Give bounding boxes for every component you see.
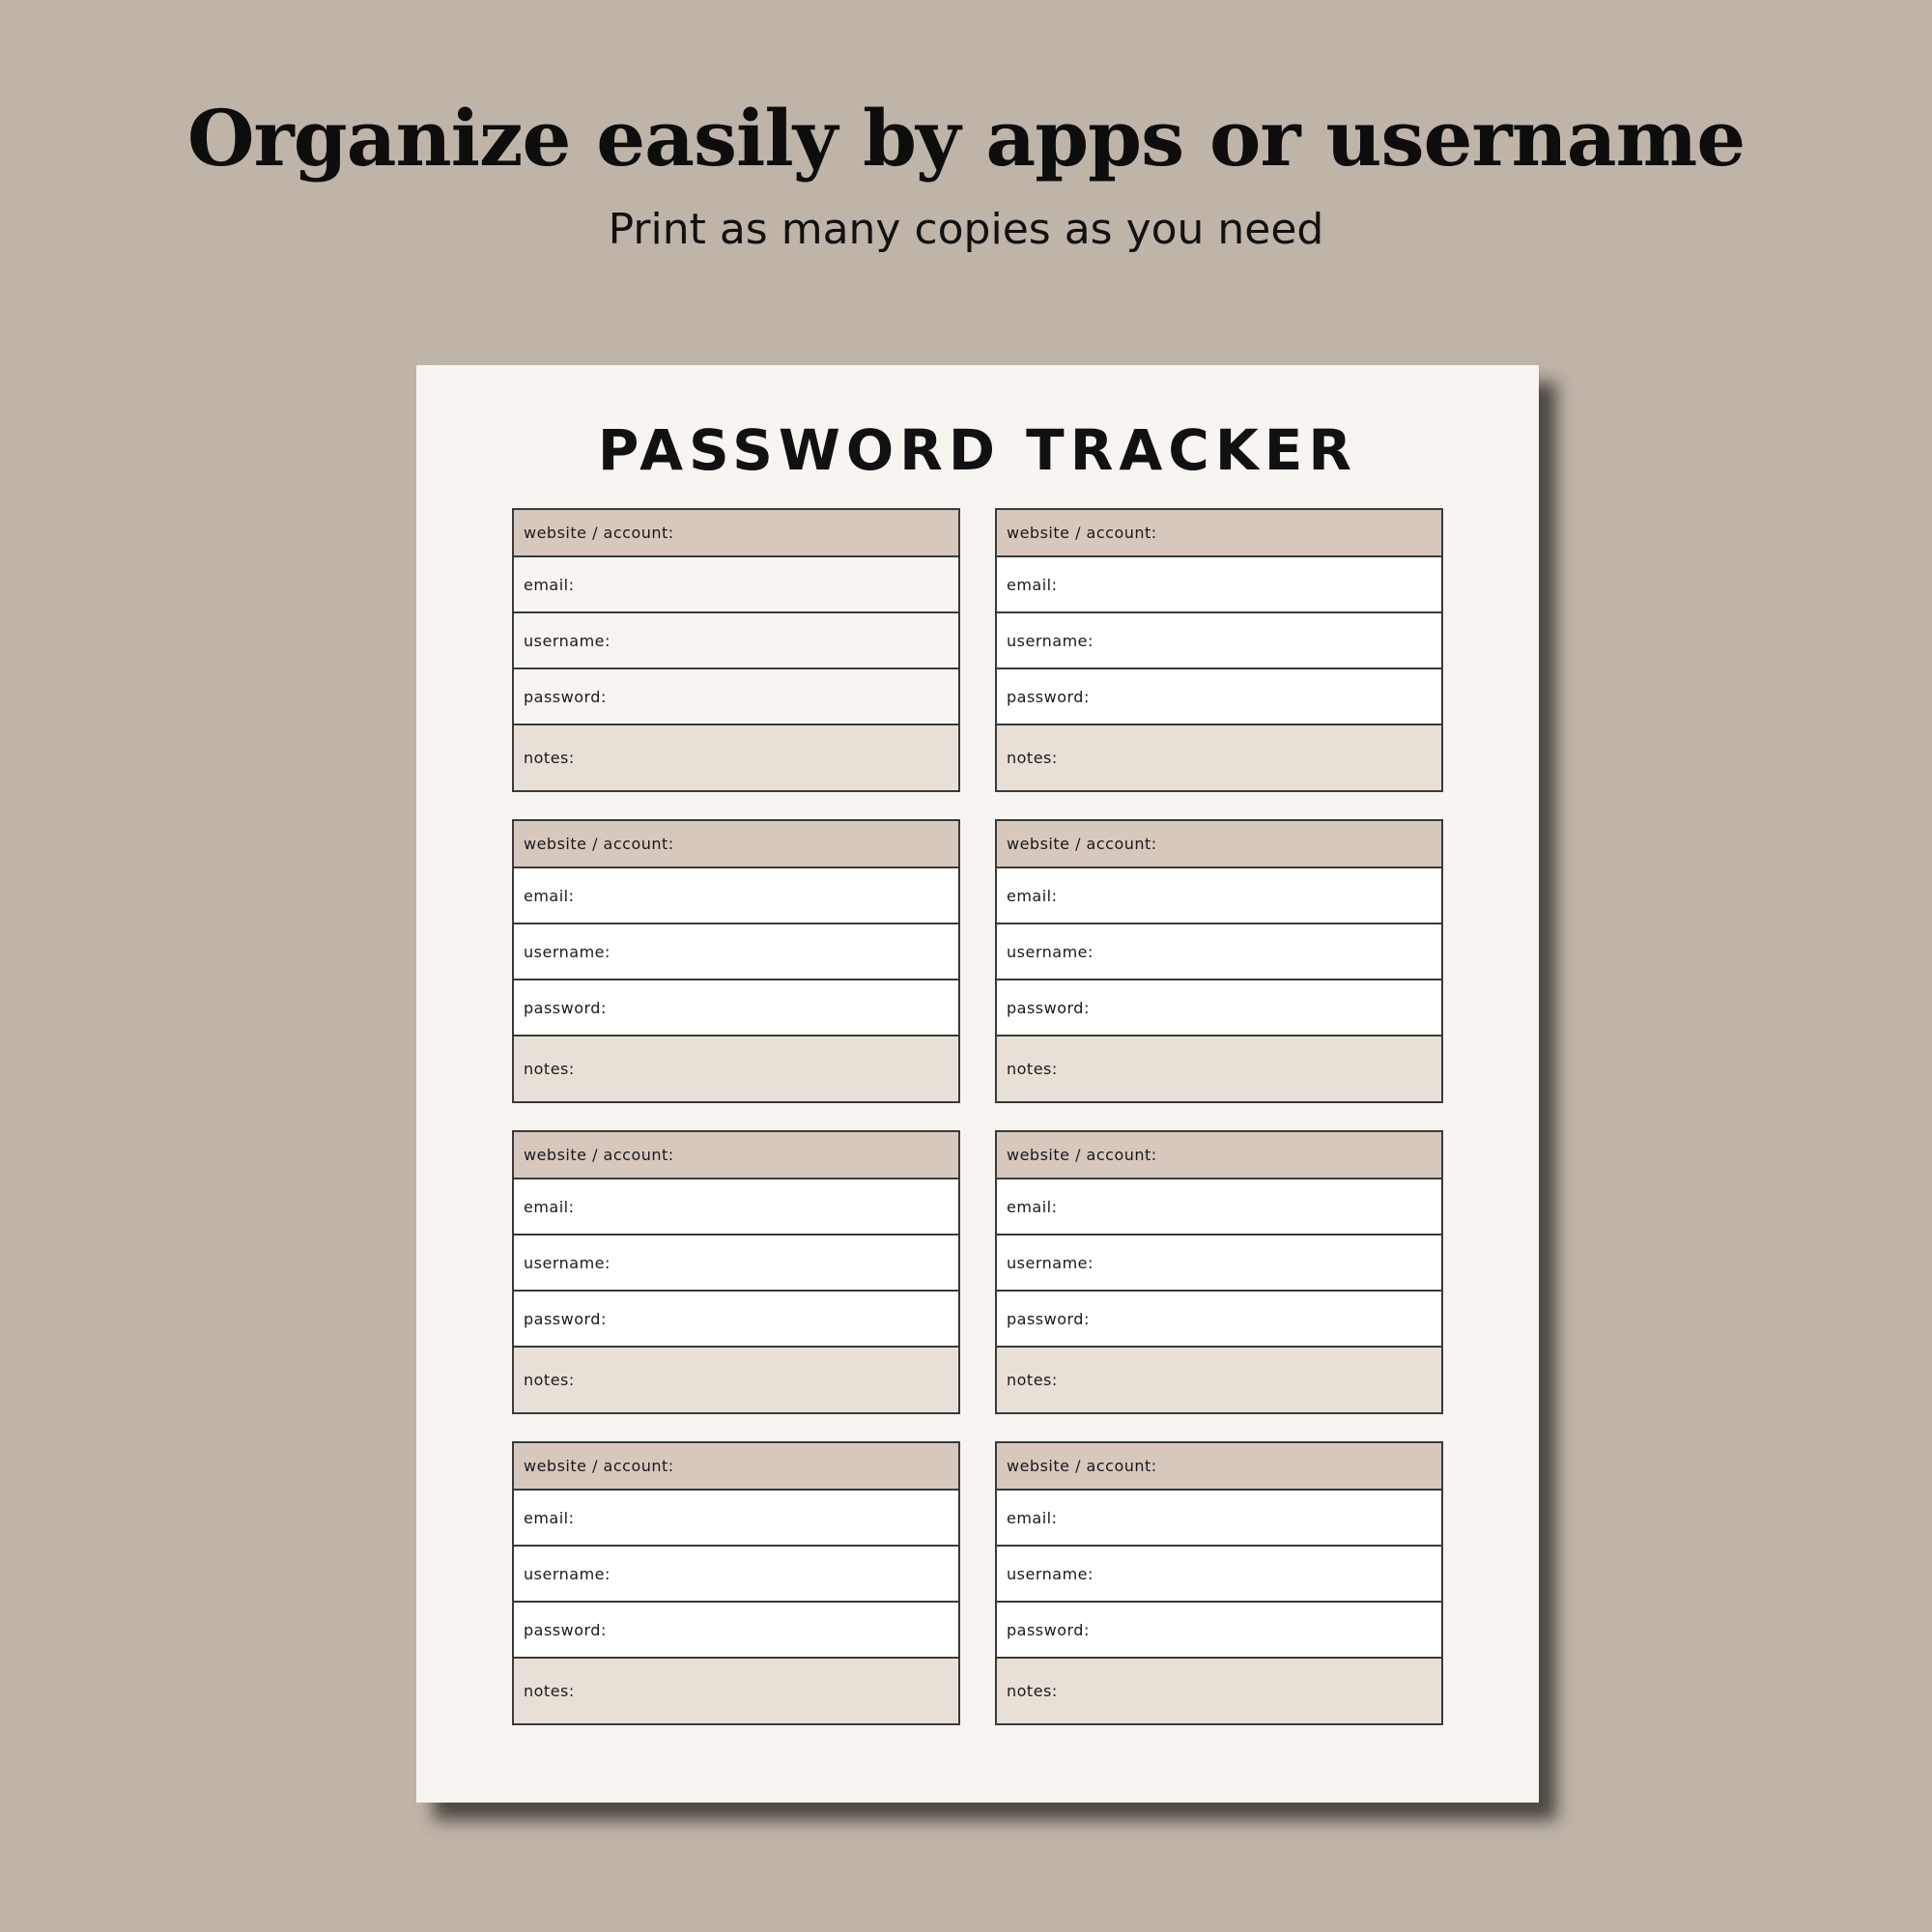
account-card-6 (995, 1130, 1443, 1414)
account-card-5 (512, 1130, 960, 1414)
email-field[interactable]: email: (997, 1179, 1441, 1236)
email-field[interactable]: email: (997, 868, 1441, 924)
email-field[interactable]: email: (997, 1491, 1441, 1547)
username-field[interactable]: username: (997, 1236, 1441, 1292)
account-field[interactable]: website / account: (997, 1443, 1441, 1491)
email-field[interactable]: email: (514, 868, 958, 924)
account-card-3 (512, 819, 960, 1103)
username-field[interactable]: username: (997, 924, 1441, 980)
username-field[interactable]: username: (514, 1547, 958, 1603)
email-field[interactable]: email: (514, 1491, 958, 1547)
username-field[interactable]: username: (997, 613, 1441, 669)
password-tracker-sheet (416, 365, 1539, 1803)
notes-field[interactable]: notes: (514, 725, 958, 790)
account-card-4 (995, 819, 1443, 1103)
password-field[interactable]: password: (997, 1292, 1441, 1348)
tracker-grid (512, 508, 1443, 1725)
password-field[interactable]: password: (514, 980, 958, 1037)
headline: Organize easily by apps or username (186, 93, 1746, 184)
password-field[interactable]: password: (997, 980, 1441, 1037)
sheet-title: PASSWORD TRACKER (597, 417, 1358, 483)
notes-field[interactable]: notes: (514, 1037, 958, 1101)
account-card-8 (995, 1441, 1443, 1725)
notes-field[interactable]: notes: (997, 1659, 1441, 1723)
notes-field[interactable]: notes: (997, 725, 1441, 790)
username-field[interactable]: username: (997, 1547, 1441, 1603)
account-field[interactable]: website / account: (997, 821, 1441, 868)
account-field[interactable]: website / account: (514, 821, 958, 868)
account-card-2 (995, 508, 1443, 792)
password-field[interactable]: password: (514, 669, 958, 725)
password-field[interactable]: password: (997, 669, 1441, 725)
account-field[interactable]: website / account: (997, 1132, 1441, 1179)
password-field[interactable]: password: (514, 1603, 958, 1659)
notes-field[interactable]: notes: (514, 1659, 958, 1723)
account-field[interactable]: website / account: (514, 510, 958, 557)
email-field[interactable]: email: (997, 557, 1441, 613)
username-field[interactable]: username: (514, 924, 958, 980)
subheadline: Print as many copies as you need (608, 205, 1324, 254)
account-card-7 (512, 1441, 960, 1725)
account-field[interactable]: website / account: (997, 510, 1441, 557)
account-field[interactable]: website / account: (514, 1443, 958, 1491)
account-card-1 (512, 508, 960, 792)
email-field[interactable]: email: (514, 1179, 958, 1236)
account-field[interactable]: website / account: (514, 1132, 958, 1179)
notes-field[interactable]: notes: (997, 1037, 1441, 1101)
password-field[interactable]: password: (997, 1603, 1441, 1659)
notes-field[interactable]: notes: (997, 1348, 1441, 1412)
username-field[interactable]: username: (514, 613, 958, 669)
email-field[interactable]: email: (514, 557, 958, 613)
notes-field[interactable]: notes: (514, 1348, 958, 1412)
username-field[interactable]: username: (514, 1236, 958, 1292)
password-field[interactable]: password: (514, 1292, 958, 1348)
